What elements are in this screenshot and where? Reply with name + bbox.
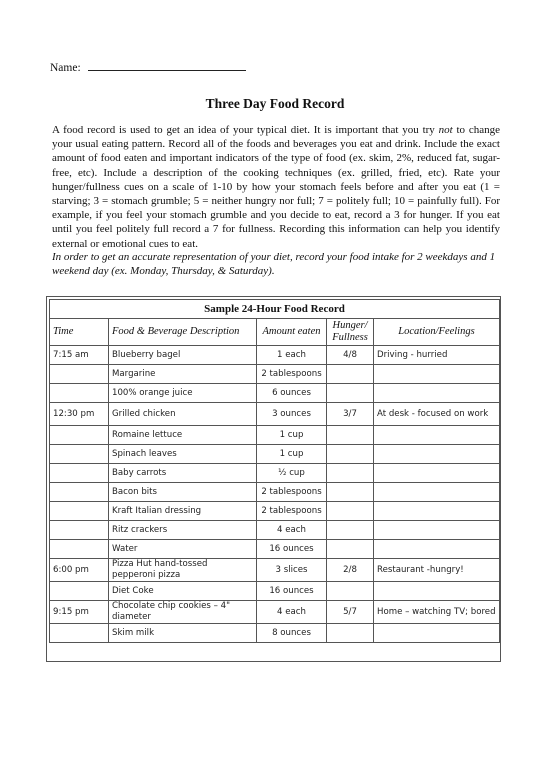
cell-location — [374, 384, 500, 403]
table-caption: Sample 24-Hour Food Record — [50, 300, 500, 319]
table-row — [50, 559, 500, 582]
cell-time — [50, 445, 109, 464]
table-row — [50, 540, 500, 559]
cell-location — [374, 540, 500, 559]
name-field — [50, 60, 246, 74]
table-row — [50, 624, 500, 643]
cell-time — [50, 384, 109, 403]
intro-paragraph — [52, 123, 500, 251]
cell-time — [50, 582, 109, 601]
cell-amount: 3 slices — [257, 559, 327, 582]
column-header-time: Time — [50, 319, 109, 346]
cell-location: Restaurant -hungry! — [374, 559, 500, 582]
cell-hunger — [327, 502, 374, 521]
cell-location: Driving - hurried — [374, 346, 500, 365]
table-row — [50, 426, 500, 445]
cell-location — [374, 426, 500, 445]
intro-text-end: to change your usual eating pattern. Record all of the foods and beverages you eat and drink. Include the exact amount of food eaten and important indicators of the type of food (ex. skim, 2%, reduced fat, sugar-free, etc). Include a description of the cooking techniques (ex. grilled, fried, etc). Rate your hunger/fullness cues on a scale of 1-10 by how your stomach feels before and after you eat (1 = starving; 3 = stomach grumble; 5 = neither hungry nor full; 7 = politely full; 10 = painfully full). For example, if you feel your stomach grumble and you decide to eat, record a 3 for hunger. If you eat until you feel politely full record a 7 for fullness. Recording this information can help you identify external or emotional cues to eat. — [52, 124, 500, 250]
table-row — [50, 464, 500, 483]
table-row — [50, 403, 500, 426]
name-label: Name: — [50, 62, 84, 74]
table-row — [50, 483, 500, 502]
cell-location — [374, 445, 500, 464]
cell-amount: 1 cup — [257, 426, 327, 445]
cell-amount: 4 each — [257, 601, 327, 624]
intro-text-start: A food record is used to get an idea of your typical diet. It is important that you try — [52, 124, 439, 136]
cell-time — [50, 464, 109, 483]
cell-hunger — [327, 426, 374, 445]
cell-hunger: 5/7 — [327, 601, 374, 624]
cell-location — [374, 365, 500, 384]
cell-amount: 6 ounces — [257, 384, 327, 403]
cell-food: Baby carrots — [109, 464, 257, 483]
cell-time — [50, 521, 109, 540]
cell-food: Spinach leaves — [109, 445, 257, 464]
cell-food: Pizza Hut hand-tossed pepperoni pizza — [109, 559, 257, 582]
table-row — [50, 445, 500, 464]
cell-time — [50, 540, 109, 559]
cell-food: Chocolate chip cookies – 4" diameter — [109, 601, 257, 624]
cell-amount: 1 cup — [257, 445, 327, 464]
cell-amount: 8 ounces — [257, 624, 327, 643]
cell-location — [374, 624, 500, 643]
table-row — [50, 601, 500, 624]
column-header-food: Food & Beverage Description — [109, 319, 257, 346]
cell-hunger — [327, 624, 374, 643]
table-row — [50, 346, 500, 365]
cell-time — [50, 624, 109, 643]
cell-time: 9:15 pm — [50, 601, 109, 624]
cell-amount: 1 each — [257, 346, 327, 365]
cell-time — [50, 365, 109, 384]
table-row — [50, 365, 500, 384]
cell-food: Romaine lettuce — [109, 426, 257, 445]
cell-time: 12:30 pm — [50, 403, 109, 426]
cell-hunger: 3/7 — [327, 403, 374, 426]
cell-hunger: 2/8 — [327, 559, 374, 582]
cell-hunger — [327, 483, 374, 502]
page-title: Three Day Food Record — [205, 96, 345, 111]
instruction-note: In order to get an accurate representation of your diet, record your food intake for 2 weekdays and 1 weekend day (ex. Monday, Thursday, & Saturday). — [52, 251, 496, 278]
sample-food-record-table — [49, 299, 500, 643]
table-body — [50, 346, 500, 643]
cell-food: Kraft Italian dressing — [109, 502, 257, 521]
cell-food: Diet Coke — [109, 582, 257, 601]
intro-emphasis: not — [438, 124, 453, 136]
cell-location — [374, 582, 500, 601]
cell-time — [50, 483, 109, 502]
table-row — [50, 502, 500, 521]
table-row — [50, 582, 500, 601]
cell-food: Skim milk — [109, 624, 257, 643]
cell-hunger — [327, 521, 374, 540]
cell-time: 7:15 am — [50, 346, 109, 365]
cell-location — [374, 464, 500, 483]
cell-location: At desk - focused on work — [374, 403, 500, 426]
cell-location — [374, 483, 500, 502]
cell-food: Margarine — [109, 365, 257, 384]
table-row — [50, 384, 500, 403]
cell-hunger — [327, 464, 374, 483]
cell-time — [50, 426, 109, 445]
cell-location: Home – watching TV; bored — [374, 601, 500, 624]
cell-time — [50, 502, 109, 521]
cell-food: Grilled chicken — [109, 403, 257, 426]
cell-food: Blueberry bagel — [109, 346, 257, 365]
cell-food: Water — [109, 540, 257, 559]
cell-hunger — [327, 384, 374, 403]
cell-amount: 3 ounces — [257, 403, 327, 426]
cell-food: 100% orange juice — [109, 384, 257, 403]
cell-time: 6:00 pm — [50, 559, 109, 582]
cell-amount: 2 tablespoons — [257, 483, 327, 502]
cell-hunger — [327, 445, 374, 464]
name-blank-line — [88, 60, 246, 71]
cell-hunger — [327, 540, 374, 559]
cell-hunger — [327, 582, 374, 601]
cell-amount: 2 tablespoons — [257, 502, 327, 521]
cell-food: Ritz crackers — [109, 521, 257, 540]
cell-location — [374, 502, 500, 521]
column-header-hunger: Hunger/ Fullness — [327, 319, 374, 346]
cell-amount: 4 each — [257, 521, 327, 540]
column-header-amount: Amount eaten — [257, 319, 327, 346]
cell-hunger — [327, 365, 374, 384]
cell-location — [374, 521, 500, 540]
column-header-location: Location/Feelings — [374, 319, 500, 346]
cell-amount: 2 tablespoons — [257, 365, 327, 384]
cell-amount: ½ cup — [257, 464, 327, 483]
cell-amount: 16 ounces — [257, 582, 327, 601]
table-row — [50, 521, 500, 540]
cell-food: Bacon bits — [109, 483, 257, 502]
cell-amount: 16 ounces — [257, 540, 327, 559]
cell-hunger: 4/8 — [327, 346, 374, 365]
